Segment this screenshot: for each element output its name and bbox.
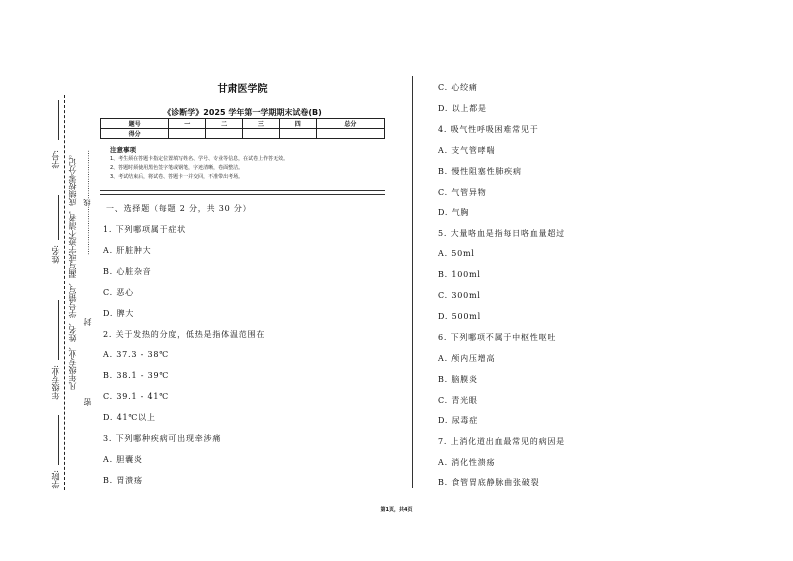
score-header-cell: 四 [279,119,316,129]
score-header-cell: 二 [206,119,243,129]
name-field[interactable] [58,195,59,240]
score-header-cell: 总分 [316,119,384,129]
section-heading: 一、选择题（每题 2 分，共 30 分） [106,204,252,213]
score-table [100,118,385,139]
seal-mark-mid: 封 [83,318,92,326]
score-row-label: 得分 [101,129,169,139]
seal-line-top: …………………线………………… [83,150,91,255]
option-line: D. 500ml [438,312,482,321]
option-line: A. 支气管哮喘 [438,146,496,155]
option-line: B. 心脏杂音 [103,267,152,276]
option-line: D. 41℃以上 [103,413,156,422]
option-line: C. 300ml [438,291,481,300]
major-field[interactable] [58,300,59,360]
notice-item: 3、考试结束后，将试卷、答题卡一并交回，不准带出考场。 [110,174,244,180]
score-cell[interactable] [242,129,279,139]
section-double-rule [100,190,385,195]
question-line: 7. 上消化道出血最常见的病因是 [438,437,565,446]
option-line: B. 慢性阻塞性肺疾病 [438,167,522,176]
binding-strip [0,0,100,561]
college-field[interactable] [58,415,59,465]
notice-item: 2、答题时须使用黑色签字笔或钢笔，字迹清晰，卷面整洁。 [110,165,244,171]
question-line: 6. 下列哪项不属于中枢性呕吐 [438,333,557,342]
score-cell[interactable] [206,129,243,139]
binding-dashed-line [64,95,65,490]
option-line: C. 心绞痛 [438,83,478,92]
question-line: 4. 吸气性呼吸困难常见于 [438,125,539,134]
exam-title: 《诊断学》2025 学年第一学期期末试卷(B) [163,108,322,117]
option-line: B. 38.1 - 39℃ [103,371,170,380]
option-line: A. 50ml [438,249,475,258]
option-line: B. 食管胃底静脉曲张破裂 [438,478,540,487]
score-header-cell: 一 [169,119,206,129]
option-line: D. 脾大 [103,309,135,318]
option-line: C. 青光眼 [438,396,478,405]
major-label: 年级专业: [51,365,60,400]
name-label: 姓名: [51,245,60,264]
notice-item: 1、考生须在答题卡指定位置填写姓名、学号、专业等信息，在试卷上作答无效。 [110,156,289,162]
college-label: 学院: [51,470,60,489]
option-line: C. 气管异物 [438,188,487,197]
notice-title: 注意事项 [110,146,136,154]
option-line: B. 脑膜炎 [438,375,478,384]
seal-mark-bottom: 密 [83,398,92,406]
score-table-score-row [101,129,385,139]
school-name: 甘肃医学院 [217,84,268,95]
column-divider [412,76,413,488]
option-line: C. 39.1 - 41℃ [103,392,170,401]
question-line: 1. 下列哪项属于症状 [103,225,186,234]
option-line: A. 胆囊炎 [103,455,143,464]
option-line: D. 以上都是 [438,104,487,113]
score-cell[interactable] [279,129,316,139]
option-line: C. 恶心 [103,288,134,297]
score-cell[interactable] [169,129,206,139]
option-line: A. 颅内压增高 [438,354,496,363]
score-cell[interactable] [316,129,384,139]
option-line: B. 胃溃疡 [103,476,143,485]
score-header-cell: 题号 [101,119,169,129]
option-line: D. 气胸 [438,208,470,217]
score-table-header-row [101,119,385,129]
page-footer: 第1页，共4页 [380,507,413,513]
notice-block [110,146,385,182]
binding-warning: 凡年级专业、姓名、学号错写、漏写或字迹不清者，成绩按零分记。 [68,150,77,390]
question-line: 2. 关于发热的分度，低热是指体温范围在 [103,330,266,339]
score-header-cell: 三 [242,119,279,129]
option-line: A. 37.3 - 38℃ [103,350,169,359]
exam-header [100,80,385,118]
student-id-label: 学号: [51,150,60,169]
question-line: 3. 下列哪种疾病可出现牵涉痛 [103,434,222,443]
question-line: 5. 大量咯血是指每日咯血量超过 [438,229,565,238]
student-id-field[interactable] [58,100,59,140]
option-line: A. 消化性溃疡 [438,458,496,467]
option-line: A. 肝脏肿大 [103,246,152,255]
option-line: D. 尿毒症 [438,416,479,425]
option-line: B. 100ml [438,270,481,279]
